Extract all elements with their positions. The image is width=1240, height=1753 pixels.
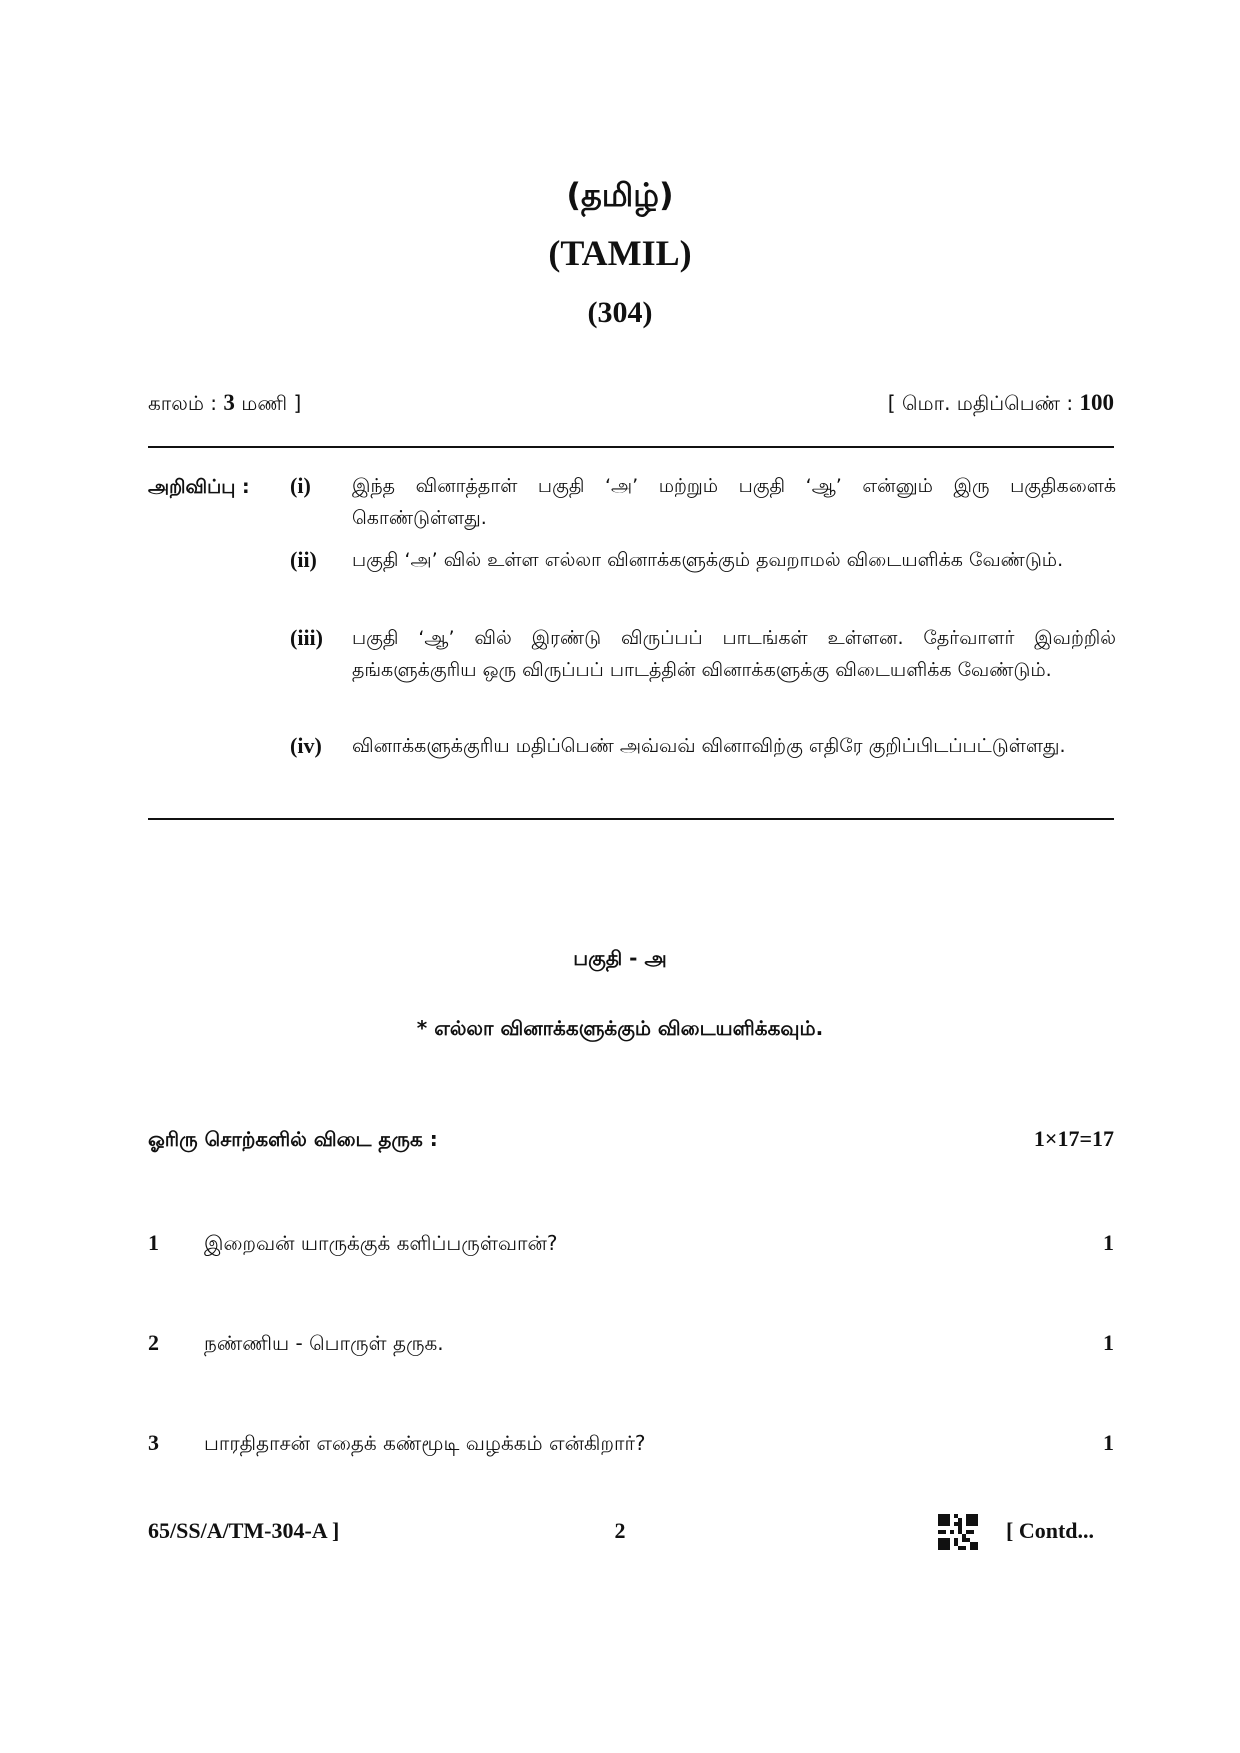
notice-label: அறிவிப்பு : [148,476,250,498]
question-group-header [148,1126,1114,1154]
notice-item-number: (iii) [290,625,323,650]
notice-item [290,544,1116,576]
notice-item-text: பகுதி ‘அ’ வில் உள்ள எல்லா வினாக்களுக்கும் தவறாமல் விடையளிக்க வேண்டும். [352,549,1064,571]
max-marks-info [888,390,1114,418]
notice-item [290,622,1116,686]
qr-code-icon [938,1514,978,1550]
divider-bottom [148,818,1114,820]
notice-item-text: பகுதி ‘ஆ’ வில் இரண்டு விருப்பப் பாடங்கள் உள்ளன. தேர்வாளர் இவற்றில் தங்களுக்குரிய ஒரு விருப்பப் பாடத்தின் வினாக்களுக்கு விடையளிக்க வேண்டும். [352,627,1116,681]
page-number: 2 [614,1518,626,1543]
question-group-marks: 1×17=17 [1033,1126,1114,1151]
question-number: 2 [148,1330,159,1355]
subject-code: (304) [587,296,653,329]
question-mark: 1 [1103,1230,1114,1255]
notice-item [290,730,1116,762]
section-heading: பகுதி - அ [573,946,667,970]
paper-code: 65/SS/A/TM-304-A ] [148,1518,340,1543]
question-group-label: ஓரிரு சொற்களில் விடை தருக : [148,1127,438,1151]
time-value: 3 [223,390,235,415]
question-mark: 1 [1103,1430,1114,1455]
title-tamil: (தமிழ்) [566,176,674,214]
divider-top [148,446,1114,448]
time-label: காலம் : [148,391,224,415]
time-unit: மணி ] [234,391,302,415]
notice-item [290,470,1116,534]
question-row [148,1230,1114,1258]
notice-item-number: (i) [290,473,311,498]
notice-item-text: வினாக்களுக்குரிய மதிப்பெண் அவ்வவ் வினாவிற்கு எதிரே குறிப்பிடப்பட்டுள்ளது. [352,735,1066,757]
question-text: இறைவன் யாருக்குக் களிப்பருள்வான்? [204,1231,558,1255]
notice-item-number: (iv) [290,733,322,758]
question-mark: 1 [1103,1330,1114,1355]
notice-item-text: இந்த வினாத்தாள் பகுதி ‘அ’ மற்றும் பகுதி ‘ஆ’ என்னும் இரு பகுதிகளைக் கொண்டுள்ளது. [352,475,1116,529]
marks-label: [ மொ. மதிப்பெண் : [887,391,1080,415]
notice-item-number: (ii) [290,547,317,572]
question-text: நண்ணிய - பொருள் தருக. [204,1331,444,1355]
question-number: 3 [148,1430,159,1455]
section-instruction: * எல்லா வினாக்களுக்கும் விடையளிக்கவும். [416,1016,824,1040]
continued-label: [ Contd... [1006,1518,1095,1543]
exam-meta-row [148,390,1114,418]
question-text: பாரதிதாசன் எதைக் கண்மூடி வழக்கம் என்கிறார்? [204,1431,646,1455]
question-row [148,1330,1114,1358]
marks-value: 100 [1079,390,1114,415]
question-row [148,1430,1114,1458]
time-info [148,390,301,418]
question-number: 1 [148,1230,159,1255]
title-english: (TAMIL) [548,233,692,273]
